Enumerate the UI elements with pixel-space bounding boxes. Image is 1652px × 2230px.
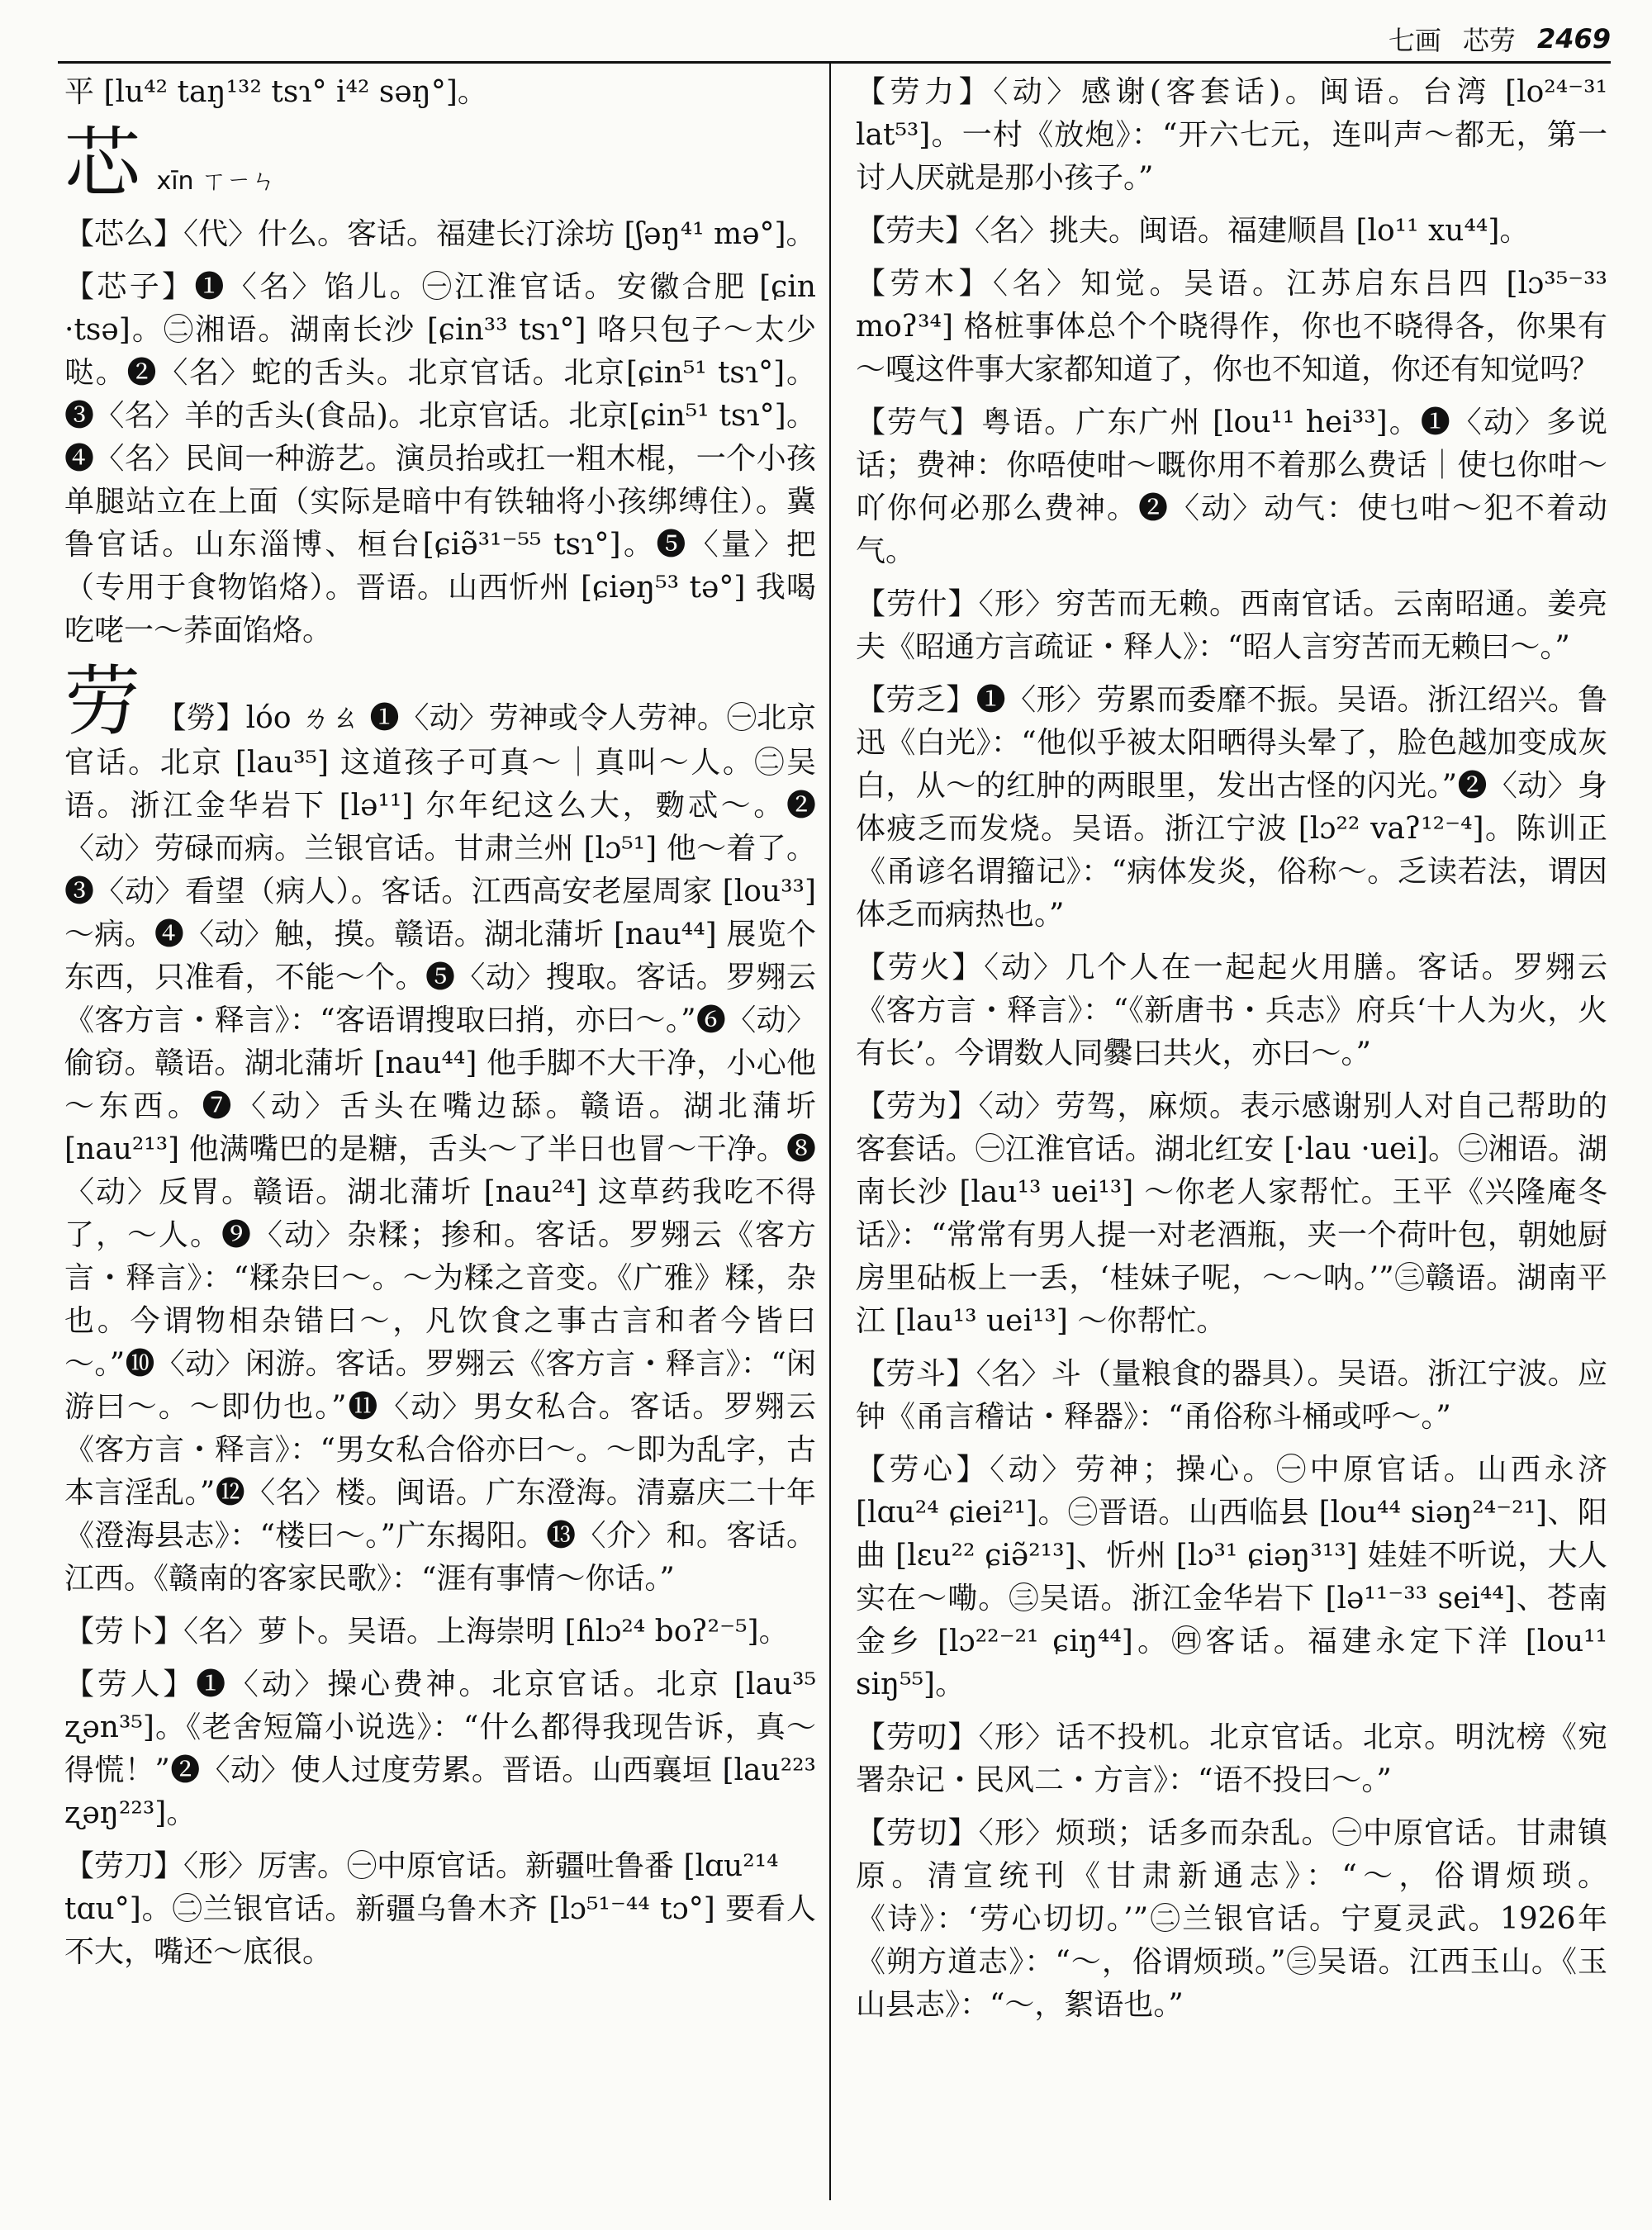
lao-dao-line-1: 【劳刀】〈形〉厉害。㊀中原官话。新疆吐鲁番 [lɑu²¹⁴	[64, 1849, 779, 1883]
header-rule	[58, 61, 1611, 64]
entry-lao-xin: 【劳心】〈动〉劳神；操心。㊀中原官话。山西永济 [lɑu²⁴ ɕiei²¹]。㊁晋语。山西临县 [lou⁴⁴ siəŋ²⁴⁻²¹]、阳曲 [lɛu²² ɕiə̃²¹³]、忻州 [lɔ³¹ ɕiəŋ³¹³] 娃娃不听说，大人实在～嘞。㊂吴语。浙江金华岩下 [lə¹¹⁻³³ sei⁴⁴]、苍南金乡 [lɔ²²⁻²¹ ɕiŋ⁴⁴]。㊃客话。福建永定下洋 [lou¹¹ siŋ⁵⁵]。	[856, 1453, 1607, 1701]
xin-pinyin: xīn ㄒㄧㄣ	[156, 167, 277, 196]
entry-lao-dao	[64, 1845, 816, 1974]
column-divider	[829, 61, 831, 2200]
header-section: 七画	[1388, 25, 1441, 56]
headchar-xin	[64, 119, 816, 207]
header-chars: 芯劳	[1462, 25, 1516, 56]
entry-lao-dao2: 【劳叨】〈形〉话不投机。北京官话。北京。明沈榜《宛署杂记・民风二・方言》：“语不投曰～。”	[856, 1720, 1607, 1797]
lao-character: 劳	[64, 657, 141, 746]
right-column	[856, 71, 1607, 2037]
headchar-lao	[64, 657, 816, 1601]
left-column	[64, 71, 816, 1984]
entry-lao-shen: 【劳什】〈形〉穷苦而无赖。西南官话。云南昭通。姜亮夫《昭通方言疏证・释人》：“昭人言穷苦而无赖曰～。”	[856, 587, 1607, 664]
running-header	[1264, 18, 1611, 59]
xin-character: 芯	[64, 119, 141, 207]
entry-lao-dou: 【劳斗】〈名〉斗（量粮食的器具）。吴语。浙江宁波。应钟《甬言稽诂・释器》：“甬俗称斗桶或呼～。”	[856, 1357, 1607, 1434]
entry-lao-ren: 【劳人】❶〈动〉操心费神。北京官话。北京 [lau³⁵ ʐən³⁵]。《老舍短篇小说选》：“什么都得我现告诉，真～得慌！”❷〈动〉使人过度劳累。晋语。山西襄垣 [lau²²³ ʐəŋ²²³]。	[64, 1668, 816, 1830]
entry-xin-zi: 【芯子】❶〈名〉馅儿。㊀江淮官话。安徽合肥 [ɕin ·tsə]。㊁湘语。湖南长沙 [ɕin³³ tsɿ°] 咯只包子～太少哒。❷〈名〉蛇的舌头。北京官话。北京[ɕin⁵¹ tsɿ°]。❸〈名〉羊的舌头(食品)。北京官话。北京[ɕin⁵¹ tsɿ°]。❹〈名〉民间一种游艺。演员抬或扛一粗木棍，一个小孩单腿站立在上面（实际是暗中有铁轴将小孩绑缚住）。冀鲁官话。山东淄博、桓台[ɕiə̃³¹⁻⁵⁵ tsɿ°]。❺〈量〉把（专用于食物馅烙）。晋语。山西忻州 [ɕiəŋ⁵³ tə°] 我喝吃咾一～荞面馅烙。	[64, 270, 816, 648]
entry-lao-li: 【劳力】〈动〉感谢(客套话)。闽语。台湾 [lo²⁴⁻³¹ lat⁵³]。一村《放炮》：“开六七元，连叫声～都无，第一讨人厌就是那小孩子。”	[856, 75, 1607, 195]
entry-lao-mu: 【劳木】〈名〉知觉。吴语。江苏启东吕四 [lɔ³⁵⁻³³ moʔ³⁴] 格桩事体总个个晓得作，你也不晓得各，你果有～嘎这件事大家都知道了，你也不知道，你还有知觉吗？	[856, 267, 1607, 387]
continued-line: 平 [lu⁴² taŋ¹³² tsɿ° i⁴² səŋ°]。	[64, 75, 487, 109]
entry-lao-fu: 【劳夫】〈名〉挑夫。闽语。福建顺昌 [lo¹¹ xu⁴⁴]。	[856, 214, 1530, 248]
entry-lao-wei: 【劳为】〈动〉劳驾，麻烦。表示感谢别人对自己帮助的客套话。㊀江淮官话。湖北红安 [·lau ·uei]。㊁湘语。湖南长沙 [lau¹³ uei¹³] ～你老人家帮忙。王平《兴隆庵冬话》：“常常有男人提一对老酒瓶，夹一个荷叶包，朝她厨房里砧板上一丢，‘桂妹子呢，～～呐。’”㊂赣语。湖南平江 [lau¹³ uei¹³] ～你帮忙。	[856, 1089, 1607, 1338]
entry-xin-me: 【芯么】〈代〉什么。客话。福建长汀涂坊 [ʃəŋ⁴¹ mə°]。	[64, 217, 816, 251]
entry-lao-qi: 【劳气】粤语。广东广州 [lou¹¹ hei³³]。❶〈动〉多说话；费神：你唔使咁～嘅你用不着那么费话｜使乜你咁～吖你何必那么费神。❷〈动〉动气：使乜咁～犯不着动气。	[856, 406, 1607, 568]
entry-lao-fa: 【劳乏】❶〈形〉劳累而委靡不振。吴语。浙江绍兴。鲁迅《白光》：“他似乎被太阳晒得头晕了，脸色越加变成灰白，从～的红肿的两眼里，发出古怪的闪光。”❷〈动〉身体疲乏而发烧。吴语。浙江宁波 [lɔ²² vaʔ¹²⁻⁴]。陈训正《甬谚名谓籀记》：“病体发炎，俗称～。乏读若法，谓因体乏而病热也。”	[856, 683, 1607, 932]
lao-dao-line-2: tɑu°]。㊁兰银官话。新疆乌鲁木齐 [lɔ⁵¹⁻⁴⁴ tɔ°] 要看人不大，嘴还～底很。	[64, 1892, 816, 1969]
page-number: 2469	[1536, 23, 1611, 55]
entry-lao-huo: 【劳火】〈动〉几个人在一起起火用膳。客话。罗翙云《客方言・释言》：“《新唐书・兵志》府兵‘十人为火，火有长’。今谓数人同爨曰共火，亦曰～。”	[856, 951, 1607, 1070]
entry-lao-bu: 【劳卜】〈名〉萝卜。吴语。上海崇明 [ɦlɔ²⁴ boʔ²⁻⁵]。	[64, 1615, 789, 1649]
lao-head-text: 【勞】lóo ㄌㄠ ❶〈动〉劳神或令人劳神。㊀北京官话。北京 [lau³⁵] 这道孩子可真～｜真叫～人。㊁吴语。浙江金华岩下 [lə¹¹] 尔年纪这么大，覅忒～。❷〈动〉劳碌而病。兰银官话。甘肃兰州 [lɔ⁵¹] 他～着了。❸〈动〉看望（病人）。客话。江西高安老屋周家 [lou³³]～病。❹〈动〉触，摸。赣语。湖北蒲圻 [nau⁴⁴] 展览个东西，只准看，不能～个。❺〈动〉搜取。客话。罗翙云《客方言・释言》：“客语谓搜取曰捎，亦曰～。”❻〈动〉偷窃。赣语。湖北蒲圻 [nau⁴⁴] 他手脚不大干净，小心他～东西。❼〈动〉舌头在嘴边舔。赣语。湖北蒲圻 [nau²¹³] 他满嘴巴的是糖，舌头～了半日也冒～干净。❽〈动〉反胃。赣语。湖北蒲圻 [nau²⁴] 这草药我吃不得了，～人。❾〈动〉杂糅；掺和。客话。罗翙云《客方言・释言》：“糅杂曰～。～为糅之音变。《广雅》糅，杂也。今谓物相杂错曰～，凡饮食之事古言和者今皆曰～。”❿〈动〉闲游。客话。罗翙云《客方言・释言》：“闲游曰～。～即仂也。”⓫〈动〉男女私合。客话。罗翙云《客方言・释言》：“男女私合俗亦曰～。～即为乱字，古本言淫乱。”⓬〈名〉楼。闽语。广东澄海。清嘉庆二十年《澄海县志》：“楼曰～。”广东揭阳。⓭〈介〉和。客话。江西。《赣南的客家民歌》：“涯有事情～你话。”	[64, 701, 816, 1596]
entry-lao-qie: 【劳切】〈形〉烦琐；话多而杂乱。㊀中原官话。甘肃镇原。清宣统刊《甘肃新通志》：“～，俗谓烦琐。《诗》：‘劳心切切。’”㊁兰银官话。宁夏灵武。1926年《朔方道志》：“～，俗谓烦琐。”㊂吴语。江西玉山。《玉山县志》：“～，絮语也。”	[856, 1816, 1607, 2022]
